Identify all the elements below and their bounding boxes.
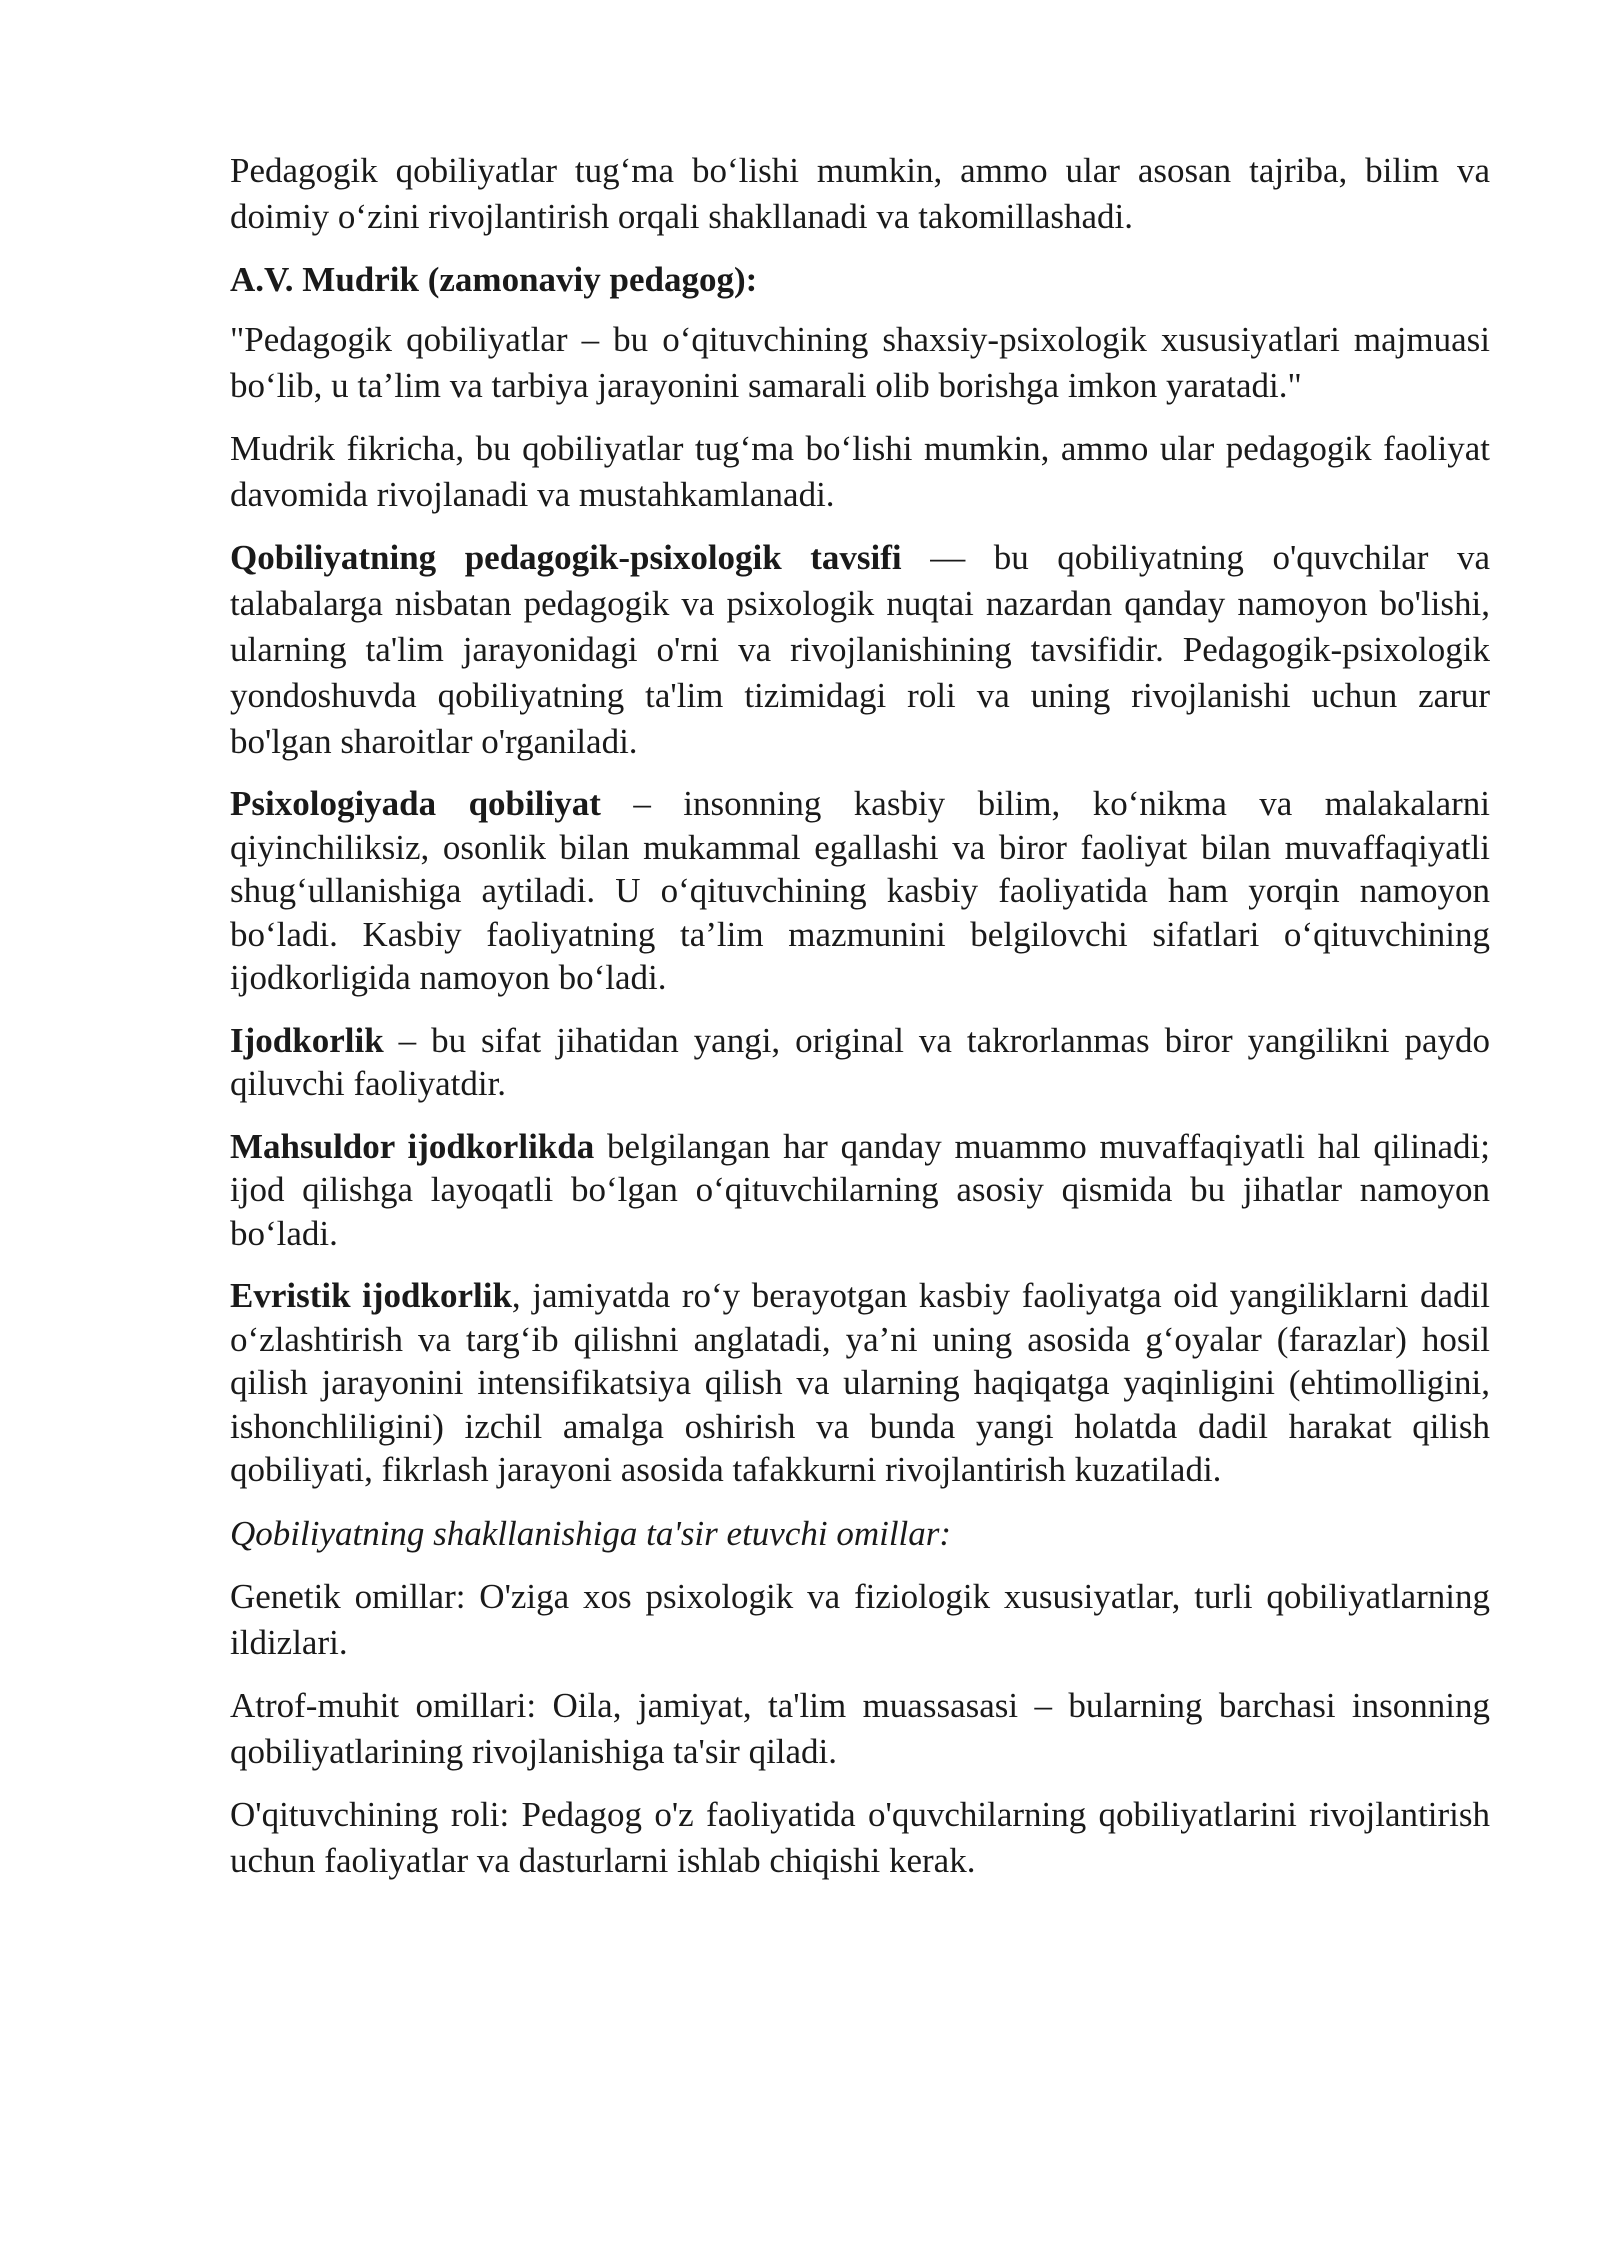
paragraph-text: , jamiyatda ro‘y berayotgan kasbiy faoliyatga oid yangiliklarni dadil o‘zlashtirish va targ‘ib qilishni anglatadi, ya’ni uning asosida g‘oyalar (farazlar) hosil qilish jarayonini intensifikatsiya qilish va ularning haqiqatga yaqinligini (ehtimolligini, ishonchliligini) izchil amalga oshirish va bunda yangi holatda dadil harakat qilish qobiliyati, fikrlash jarayoni asosida tafakkurni rivojlantirish kuzatiladi. <box>230 1276 1490 1489</box>
paragraph-mudrik-opinion <box>230 426 1490 518</box>
paragraph-text: – insonning kasbiy bilim, ko‘nikma va malakalarni qiyinchiliksiz, osonlik bilan mukammal egallashi va biror faoliyat bilan muvaffaqiyatli shug‘ullanishiga aytiladi. U o‘qituvchining kasbiy faoliyatida ham yorqin namoyon bo‘ladi. Kasbiy faoliyatning ta’lim mazmunini belgilovchi sifatlari o‘qituvchining ijodkorligida namoyon bo‘ladi. <box>230 784 1490 997</box>
paragraph-genetic-factors <box>230 1574 1490 1666</box>
paragraph-psychology-ability <box>230 782 1490 1000</box>
paragraph-text: Pedagogik qobiliyatlar tug‘ma bo‘lishi mumkin, ammo ular asosan tajriba, bilim va doimiy o‘zini rivojlantirish orqali shakllanadi va takomillashadi. <box>230 151 1490 236</box>
term-bold: Evristik ijodkorlik <box>230 1276 512 1315</box>
paragraph-text: O'qituvchining roli: Pedagog o'z faoliyatida o'quvchilarning qobiliyatlarini rivojlantirish uchun faoliyatlar va dasturlarni ishlab chiqishi kerak. <box>230 1794 1490 1880</box>
paragraph-teacher-role <box>230 1792 1490 1884</box>
paragraph-environment-factors <box>230 1683 1490 1775</box>
paragraph-productive-creativity <box>230 1125 1490 1256</box>
paragraph-heuristic-creativity <box>230 1274 1490 1492</box>
term-bold: Ijodkorlik <box>230 1020 384 1060</box>
paragraph-quote <box>230 317 1490 409</box>
paragraph-text: – bu sifat jihatidan yangi, original va takrorlanmas biror yangilikni paydo qiluvchi faoliyatdir. <box>230 1020 1490 1103</box>
paragraph-text: belgilangan har qanday muammo muvaffaqiyatli hal qilinadi; ijod qilishga layoqatli bo‘lgan o‘qituvchilarning asosiy qismida bu jihatlar namoyon bo‘ladi. <box>230 1126 1490 1253</box>
document-page <box>230 148 1490 1901</box>
heading-text: A.V. Mudrik (zamonaviy pedagog): <box>230 260 758 299</box>
paragraph-text: Mudrik fikricha, bu qobiliyatlar tug‘ma bo‘lishi mumkin, ammo ular pedagogik faoliyat davomida rivojlanadi va mustahkamlanadi. <box>230 429 1490 514</box>
term-bold: Qobiliyatning pedagogik-psixologik tavsifi <box>230 538 902 577</box>
paragraph-pedagogical-description <box>230 535 1490 765</box>
paragraph-creativity <box>230 1019 1490 1106</box>
italic-subheading: Qobiliyatning shakllanishiga ta'sir etuvchi omillar: <box>230 1513 952 1553</box>
paragraph-text: Genetik omillar: O'ziga xos psixologik va fiziologik xususiyatlar, turli qobiliyatlarning ildizlari. <box>230 1576 1490 1662</box>
paragraph-text: Atrof-muhit omillari: Oila, jamiyat, ta'lim muassasasi – bularning barchasi insonning qobiliyatlarining rivojlanishiga ta'sir qiladi. <box>230 1685 1490 1771</box>
section-heading-mudrik <box>230 257 1490 303</box>
term-bold: Psixologiyada qobiliyat <box>230 784 601 823</box>
paragraph-intro <box>230 148 1490 240</box>
term-bold: Mahsuldor ijodkorlikda <box>230 1126 595 1166</box>
paragraph-factors-heading <box>230 1511 1490 1557</box>
paragraph-text: "Pedagogik qobiliyatlar – bu o‘qituvchining shaxsiy-psixologik xususiyatlari majmuasi bo‘lib, u ta’lim va tarbiya jarayonini samarali olib borishga imkon yaratadi." <box>230 320 1490 405</box>
paragraph-text: — bu qobiliyatning o'quvchilar va talabalarga nisbatan pedagogik va psixologik nuqtai nazardan qanday namoyon bo'lishi, ularning ta'lim jarayonidagi o'rni va rivojlanishining tavsifidir. Pedagogik-psixologik yondoshuvda qobiliyatning ta'lim tizimidagi roli va uning rivojlanishi uchun zarur bo'lgan sharoitlar o'rganiladi. <box>230 538 1490 761</box>
